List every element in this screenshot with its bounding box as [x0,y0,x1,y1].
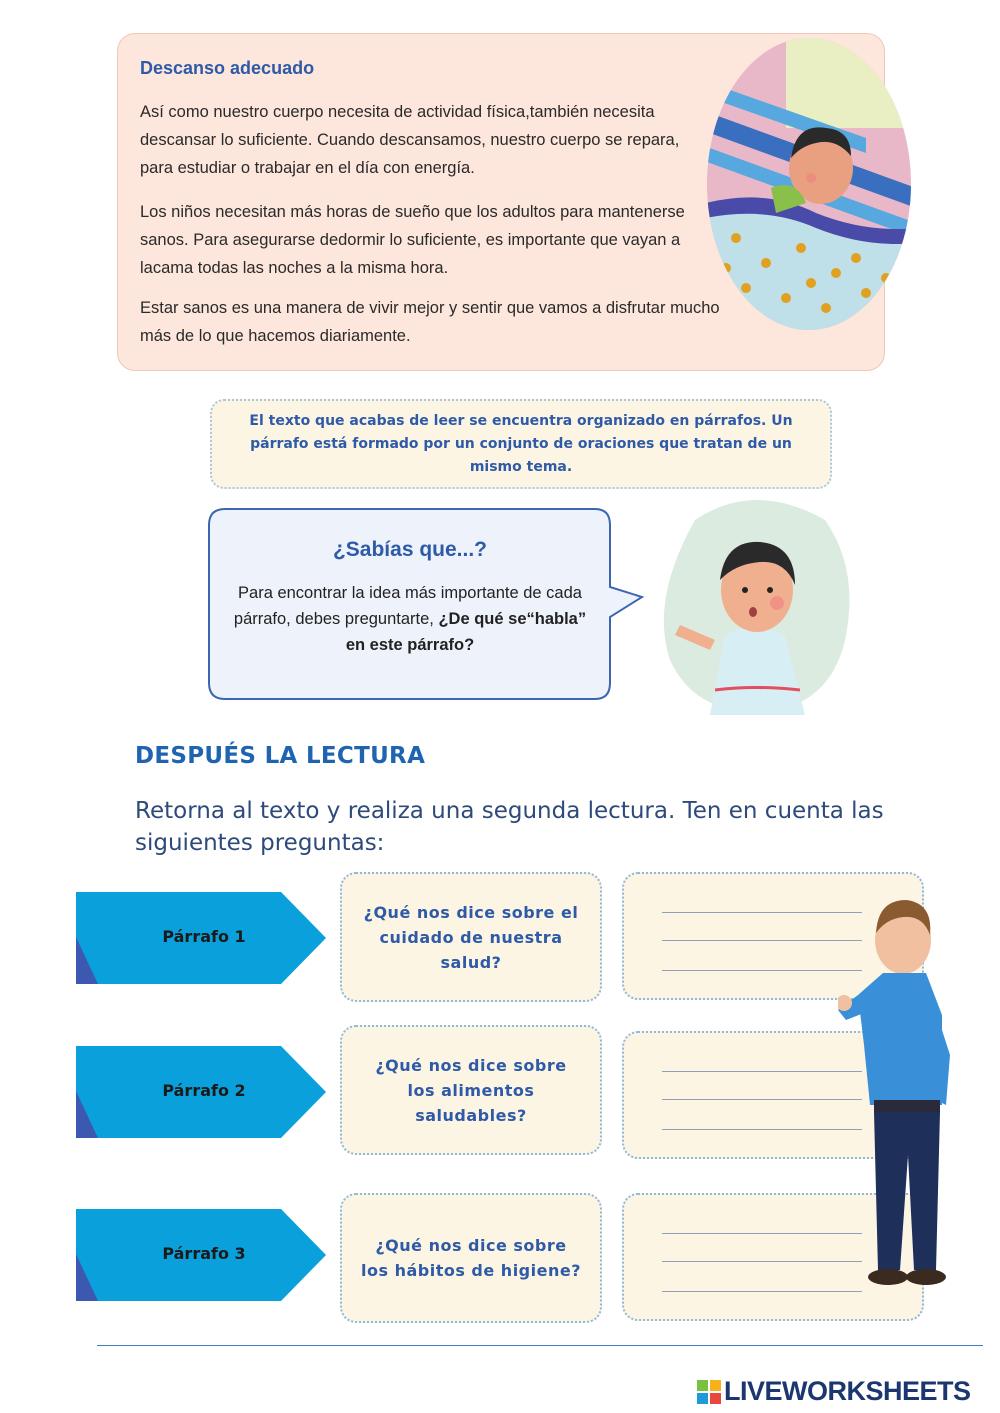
paragraph-1-label: Párrafo 1 [162,927,246,946]
paragraph-2-label: Párrafo 2 [162,1081,246,1100]
paragraph-3-label: Párrafo 3 [162,1244,246,1263]
answer-2-line-3[interactable] [662,1129,862,1130]
question-3-text: ¿Qué nos dice sobre los hábitos de higiene? [361,1236,581,1280]
answer-1-line-3[interactable] [662,970,862,971]
info-text: El texto que acabas de leer se encuentra organizado en párrafos. Un párrafo está formado por un conjunto de oraciones que tratan de un mismo tema. [249,412,793,475]
info-box [210,399,832,489]
question-2-text: ¿Qué nos dice sobre los alimentos saludables? [375,1055,567,1125]
reading-title: Descanso adecuado [140,58,315,78]
sleeping-child-illustration [706,38,912,330]
bottom-divider [97,1345,983,1346]
brand-name: LIVEWORKSHEETS [724,1376,971,1406]
section-title: DESPUÉS LA LECTURA [135,743,426,769]
tip-text [230,580,590,658]
tip-text-bold: ¿De qué se“habla” en este párrafo? [345,610,587,654]
teacher-illustration [838,895,956,1290]
answer-1-line-1[interactable] [662,912,862,913]
answer-3-line-3[interactable] [662,1291,862,1292]
answer-2-line-1[interactable] [662,1071,862,1072]
tip-title: ¿Sabías que...? [332,538,488,561]
question-1-box [340,872,602,1002]
answer-3-line-2[interactable] [662,1261,862,1262]
question-2-box [340,1025,602,1155]
answer-2-line-2[interactable] [662,1099,862,1100]
reading-paragraph-2: Los niños necesitan más horas de sueño que los adultos para mantenerse sanos. Para asegurarse dedormir lo suficiente, es importante que vayan a lacama todas las noches a la misma hora. [140,203,685,277]
liveworksheets-logo-icon [697,1380,721,1404]
boy-illustration [655,490,855,715]
question-1-text: ¿Qué nos dice sobre el cuidado de nuestra salud? [363,902,579,972]
reading-paragraph-1: Así como nuestro cuerpo necesita de actividad física,también necesita descansar lo suficiente. Cuando descansamos, nuestro cuerpo se repara, para estudiar o trabajar en el día con energía. [140,103,680,177]
answer-1-line-2[interactable] [662,940,862,941]
reading-paragraph-3: Estar sanos es una manera de vivir mejor y sentir que vamos a disfrutar mucho más de lo que hacemos diariamente. [140,299,720,345]
tip-text-plain: Para encontrar la idea más importante de cada párrafo, debes preguntarte, [233,584,582,628]
question-3-box [340,1193,602,1323]
brand[interactable] [697,1376,971,1407]
answer-3-line-1[interactable] [662,1233,862,1234]
instructions: Retorna al texto y realiza una segunda lectura. Ten en cuenta las siguientes preguntas: [135,798,884,856]
